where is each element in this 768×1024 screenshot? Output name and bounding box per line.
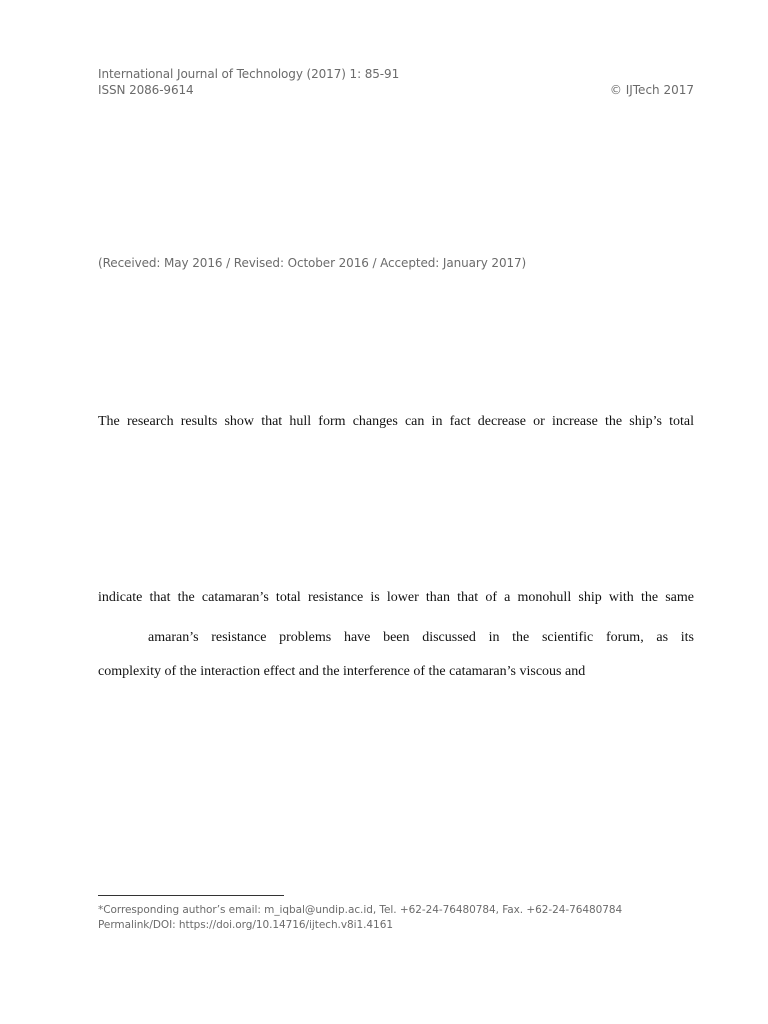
body-text-line: indicate that the catamaran’s total resistance is lower than that of a monohull ship with the same [98,590,694,605]
body-text-line: amaran’s resistance problems have been discussed in the scientific forum, as its [148,630,694,645]
body-text-line: complexity of the interaction effect and the interference of the catamaran’s viscous and [98,664,586,679]
received-dates: (Received: May 2016 / Revised: October 2016 / Accepted: January 2017) [98,256,527,270]
journal-issn: ISSN 2086-9614 [98,83,194,97]
doi-footnote: Permalink/DOI: https://doi.org/10.14716/ijtech.v8i1.4161 [98,919,393,931]
footnote-separator [98,895,284,896]
copyright-notice: © IJTech 2017 [609,83,694,97]
journal-header [98,66,399,98]
journal-citation: International Journal of Technology (2017) 1: 85-91 [98,67,400,81]
body-text-line: The research results show that hull form changes can in fact decrease or increase the ship’s total [98,414,694,429]
corresponding-author-footnote: *Corresponding author’s email: m_iqbal@undip.ac.id, Tel. +62-24-76480784, Fax. +62-24-76480784 [98,904,623,916]
